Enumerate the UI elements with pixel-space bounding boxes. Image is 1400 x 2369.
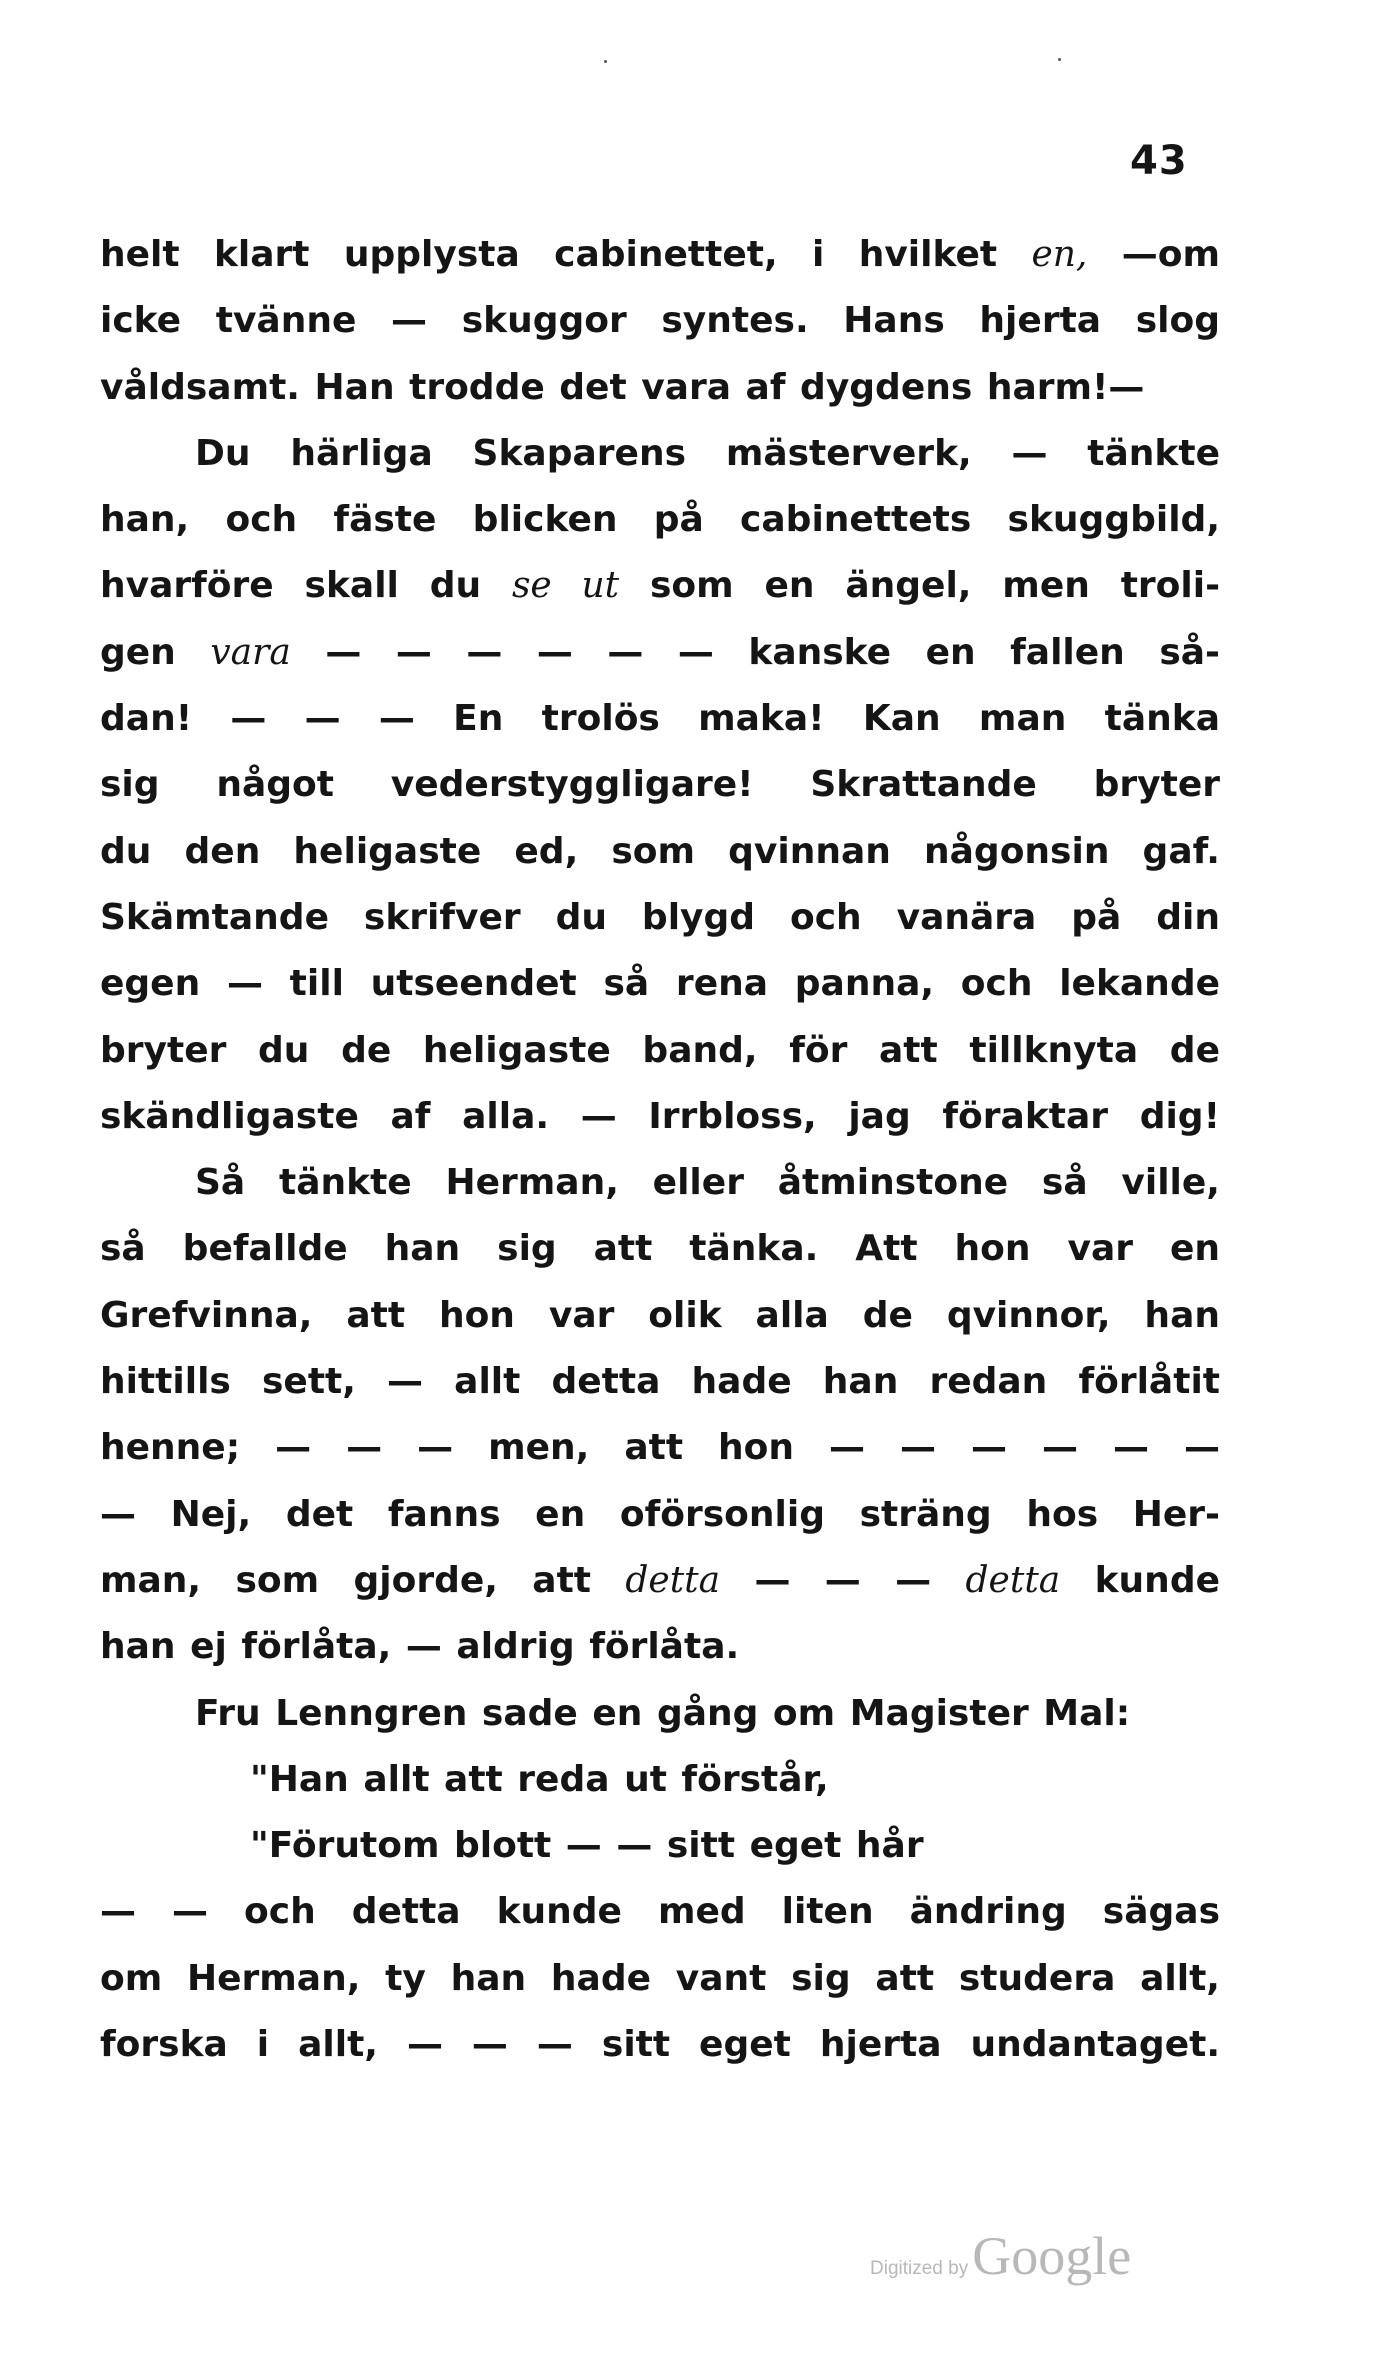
text-run: helt klart upplysta cabinettet, i hvilket xyxy=(100,234,1032,275)
text-line xyxy=(100,686,1220,752)
text-run: forska i allt, — — — sitt eget hjerta undantaget. xyxy=(100,2024,1220,2066)
text-run: han, och fäste blicken på cabinettets skuggbild, xyxy=(100,499,1220,541)
italic-text: detta xyxy=(625,1559,721,1601)
digitized-watermark xyxy=(870,2225,1131,2287)
text-run: egen — till utseendet så rena panna, och lekande xyxy=(100,963,1220,1005)
text-run: — Nej, det fanns en oförsonlig sträng hos Her- xyxy=(100,1493,1220,1535)
text-line xyxy=(100,1482,1220,1548)
text-line xyxy=(100,1747,1220,1813)
google-logo: Google xyxy=(972,2226,1132,2286)
text-line xyxy=(100,355,1220,421)
text-line xyxy=(100,222,1220,288)
text-run: om Herman, ty han hade vant sig att studera allt, xyxy=(100,1957,1220,1999)
text-run: Så tänkte Herman, eller åtminstone så ville, xyxy=(195,1162,1220,1204)
text-run: "Förutom blott — — sitt eget hår xyxy=(250,1825,924,1867)
text-run: — — och detta kunde med liten ändring sägas xyxy=(100,1891,1220,1933)
text-run: våldsamt. Han trodde det vara af dygdens harm!— xyxy=(100,366,1145,408)
text-run: han ej förlåta, — aldrig förlåta. xyxy=(100,1626,740,1668)
italic-text: se ut xyxy=(511,565,620,607)
text-line xyxy=(100,1813,1220,1879)
body-text xyxy=(100,222,1220,2078)
italic-text: vara xyxy=(210,631,291,673)
text-line xyxy=(100,819,1220,885)
text-line xyxy=(100,1946,1220,2012)
text-line xyxy=(100,1681,1220,1747)
text-line xyxy=(100,1216,1220,1282)
text-line xyxy=(100,487,1220,553)
italic-text: en, xyxy=(1031,234,1088,275)
print-speck xyxy=(1058,58,1061,61)
text-line xyxy=(100,1018,1220,1084)
text-run: skändligaste af alla. — Irrbloss, jag föraktar dig! xyxy=(100,1095,1220,1137)
text-line xyxy=(100,553,1220,619)
text-run: dan! — — — En trolös maka! Kan man tänka xyxy=(100,698,1220,740)
print-speck xyxy=(604,60,607,63)
text-line xyxy=(100,1548,1220,1614)
text-line xyxy=(100,752,1220,818)
text-run: Fru Lenngren sade en gång om Magister Mal: xyxy=(195,1692,1131,1734)
text-run: gen xyxy=(100,631,211,673)
text-line xyxy=(100,1084,1220,1150)
italic-text: detta xyxy=(965,1559,1061,1601)
text-line xyxy=(100,1349,1220,1415)
text-run: man, som gjorde, att xyxy=(100,1559,626,1601)
text-line xyxy=(100,1283,1220,1349)
text-run: sig något vederstyggligare! Skrattande bryter xyxy=(100,764,1220,806)
page-number: 43 xyxy=(1130,138,1188,184)
text-line xyxy=(100,1879,1220,1945)
text-line xyxy=(100,885,1220,951)
text-run: så befallde han sig att tänka. Att hon var en xyxy=(100,1228,1220,1270)
text-run: "Han allt att reda ut förstår, xyxy=(250,1758,829,1800)
text-run: Du härliga Skaparens mästerverk, — tänkte xyxy=(195,432,1220,474)
text-line xyxy=(100,1614,1220,1680)
text-run: kunde xyxy=(1060,1559,1220,1601)
text-run: icke tvänne — skuggor syntes. Hans hjerta slog xyxy=(100,300,1220,342)
text-line xyxy=(100,1415,1220,1481)
text-run: — — — xyxy=(720,1559,966,1601)
text-run: Skämtande skrifver du blygd och vanära på din xyxy=(100,896,1220,938)
text-run: du den heligaste ed, som qvinnan någonsin gaf. xyxy=(100,830,1220,872)
text-line xyxy=(100,288,1220,354)
text-run: henne; — — — men, att hon — — — — — — xyxy=(100,1427,1220,1469)
text-line xyxy=(100,951,1220,1017)
text-run: bryter du de heligaste band, för att tillknyta de xyxy=(100,1029,1220,1071)
text-line xyxy=(100,620,1220,686)
text-run: hittills sett, — allt detta hade han redan förlåtit xyxy=(100,1361,1220,1403)
text-run: hvarföre skall du xyxy=(100,565,512,607)
text-run: — — — — — — kanske en fallen så- xyxy=(290,631,1220,673)
watermark-prefix: Digitized by xyxy=(870,2258,969,2279)
text-line xyxy=(100,421,1220,487)
text-run: som en ängel, men troli- xyxy=(619,565,1221,607)
text-line xyxy=(100,2012,1220,2078)
text-run: Grefvinna, att hon var olik alla de qvinnor, han xyxy=(100,1294,1220,1336)
text-run: —om xyxy=(1087,234,1220,275)
text-line xyxy=(100,1150,1220,1216)
